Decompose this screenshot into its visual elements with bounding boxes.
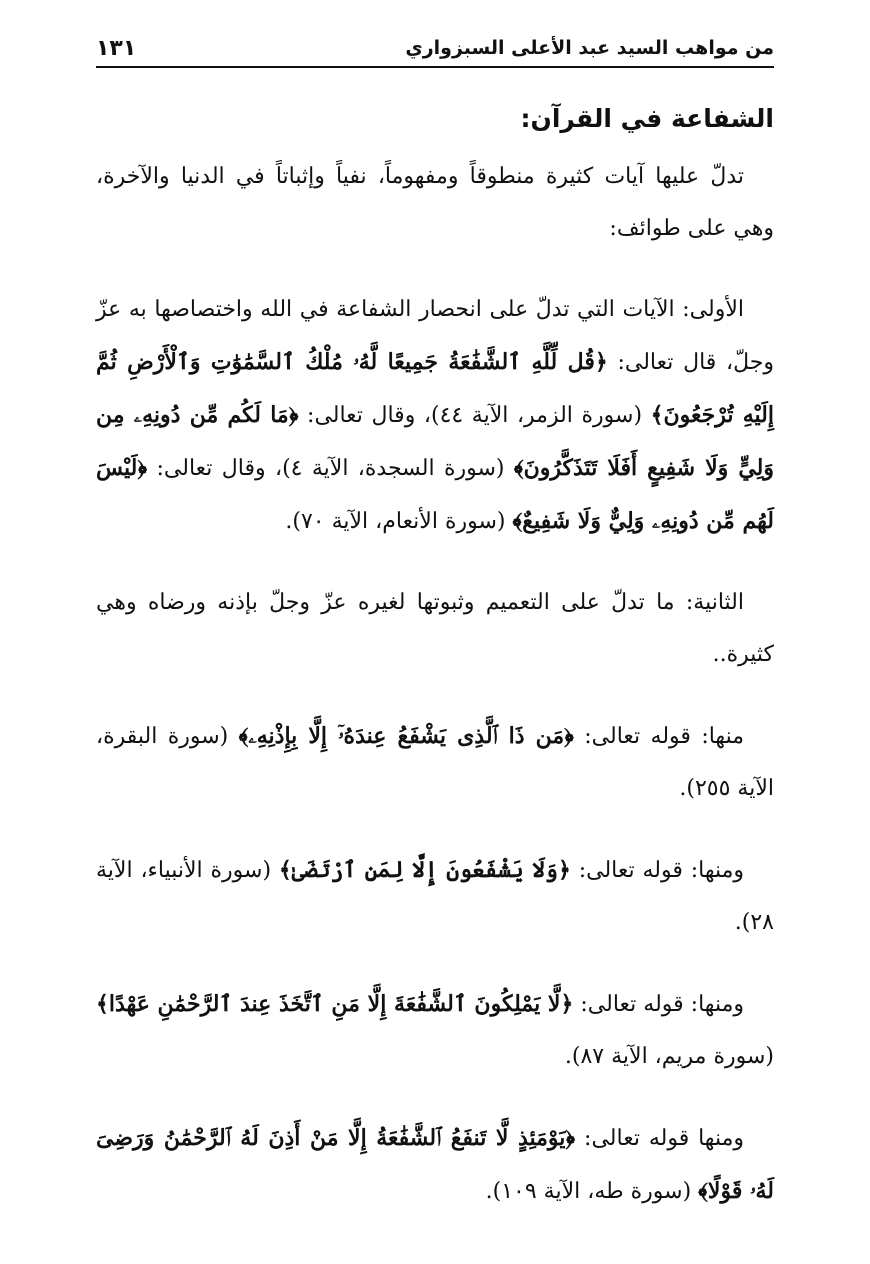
- section-heading: الشفاعة في القرآن:: [520, 104, 774, 133]
- quran-verse: ﴿مَن ذَا ٱلَّذِى يَشْفَعُ عِندَهُۥٓ إِلَّا بِإِذْنِهِۦ﴾: [238, 723, 574, 749]
- page-number: ١٣١: [96, 35, 137, 61]
- paragraph-example-4: [96, 1112, 774, 1218]
- quran-verse: ﴿مَا لَكُم مِّن دُونِهِۦ مِن وَلِيٍّ وَلَا شَفِيعٍ أَفَلَا تَتَذَكَّرُونَ﴾: [96, 402, 774, 481]
- paragraph-text: ومنها قوله تعالى:: [575, 1126, 744, 1151]
- quran-verse: ﴿لَّا يَمْلِكُونَ ٱلشَّفَٰعَةَ إِلَّا مَنِ ٱتَّخَذَ عِندَ ٱلرَّحْمَٰنِ عَهْدًا﴾: [96, 991, 574, 1017]
- running-header: [96, 30, 774, 68]
- paragraph-example-1: [96, 710, 774, 815]
- paragraph-text: الأولى: الآيات التي تدلّ على انحصار الشفاعة في الله واختصاصها به عزّ وجلّ، قال تعالى:: [96, 297, 775, 375]
- verse-citation: (سورة الزمر، الآية ٤٤)، وقال تعالى:: [298, 403, 651, 428]
- verse-citation: (سورة السجدة، الآية ٤)، وقال تعالى:: [147, 456, 514, 481]
- verse-citation: (سورة البقرة، الآية ٢٥٥).: [96, 724, 774, 801]
- verse-citation: (سورة طه، الآية ١٠٩).: [485, 1179, 699, 1204]
- paragraph-text: تدلّ عليها آيات كثيرة منطوقاً ومفهوماً، نفياً وإثباتاً في الدنيا والآخرة، وهي على طوائف:: [96, 164, 774, 241]
- page-body: [96, 98, 774, 1247]
- quran-verse: ﴿قُل لِّلَّهِ ٱلشَّفَٰعَةُ جَمِيعًا لَّهُۥ مُلْكُ ٱلسَّمَٰوَٰتِ وَٱلْأَرْضِ ثُمَّ إِلَيْهِ تُرْجَعُونَ﴾: [96, 349, 774, 428]
- paragraph-first-group: [96, 284, 774, 548]
- verse-citation: (سورة الأنبياء، الآية ٢٨).: [96, 858, 774, 935]
- quran-verse: ﴿لَيْسَ لَهُم مِّن دُونِهِۦ وَلِيٌّ وَلَا شَفِيعٌ﴾: [96, 455, 774, 534]
- paragraph-example-3: [96, 978, 774, 1083]
- verse-citation: (سورة الأنعام، الآية ٧٠).: [285, 509, 513, 534]
- verse-citation: (سورة مريم، الآية ٨٧).: [564, 1044, 774, 1069]
- quran-verse: ﴿يَوْمَئِذٍ لَّا تَنفَعُ ٱلشَّفَٰعَةُ إِلَّا مَنْ أَذِنَ لَهُ ٱلرَّحْمَٰنُ وَرَضِىَ لَهُۥ قَوْلًا﴾: [96, 1125, 774, 1204]
- paragraph-intro: [96, 151, 774, 255]
- paragraph-text: ومنها: قوله تعالى:: [570, 858, 745, 883]
- paragraph-text: ومنها: قوله تعالى:: [573, 992, 744, 1017]
- paragraph-text: منها: قوله تعالى:: [573, 724, 744, 749]
- running-title: من مواهب السيد عبد الأعلى السبزواري: [405, 37, 774, 59]
- paragraph-second-group: [96, 577, 774, 681]
- paragraph-example-2: [96, 844, 774, 949]
- paragraph-text: الثانية: ما تدلّ على التعميم وثبوتها لغيره عزّ وجلّ بإذنه ورضاه وهي كثيرة..: [96, 590, 774, 667]
- quran-verse: ﴿وَلَا يَشْفَعُونَ إِلَّا لِمَنِ ٱرْتَضَىٰ﴾: [278, 857, 571, 883]
